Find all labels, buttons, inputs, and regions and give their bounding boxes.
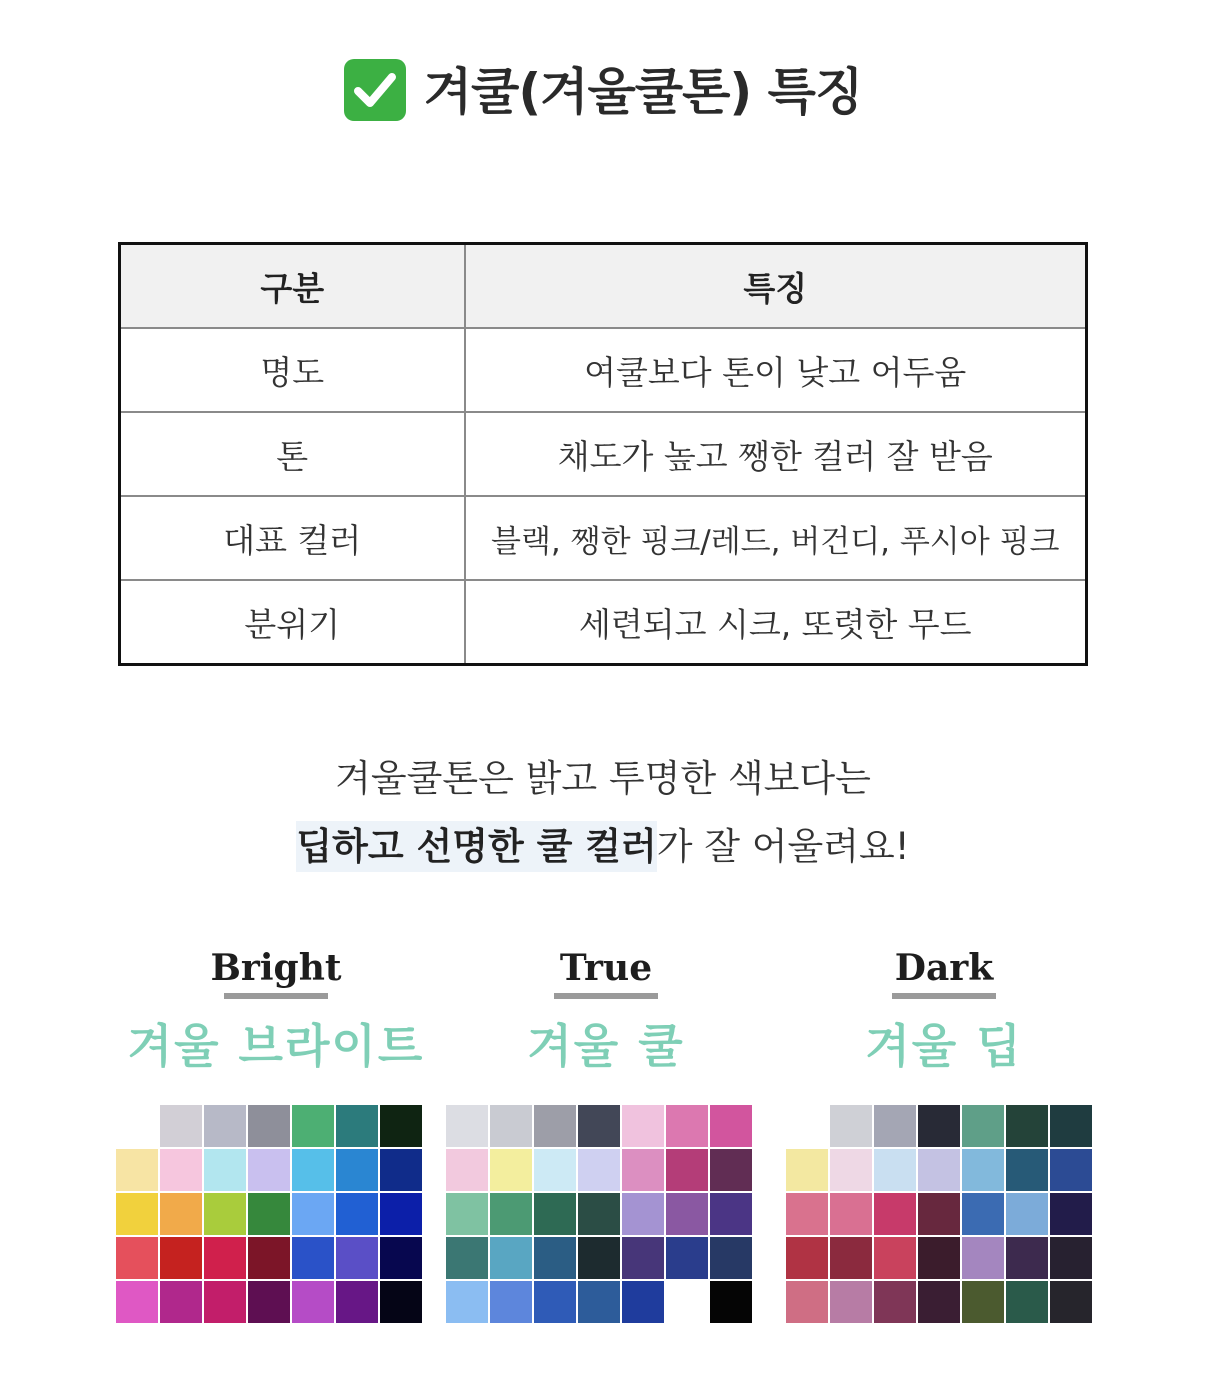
color-swatch: [248, 1149, 290, 1191]
color-swatch: [666, 1105, 708, 1147]
row-feature: 여쿨보다 톤이 낮고 어두움: [465, 328, 1087, 412]
title-text: 겨쿨(겨울쿨톤) 특징: [423, 63, 863, 121]
row-category: 톤: [120, 412, 465, 496]
color-swatch: [622, 1281, 664, 1323]
color-swatch: [786, 1149, 828, 1191]
color-swatch: [446, 1105, 488, 1147]
color-swatch: [204, 1105, 246, 1147]
color-swatch: [116, 1149, 158, 1191]
color-swatch: [1050, 1193, 1092, 1235]
color-swatch: [962, 1105, 1004, 1147]
color-swatch: [204, 1193, 246, 1235]
color-swatch: [490, 1281, 532, 1323]
color-swatch: [666, 1193, 708, 1235]
description-line-2-rest: 가 잘 어울려요!: [656, 825, 910, 868]
palette-true: [446, 945, 766, 1075]
color-swatch: [292, 1149, 334, 1191]
table-header-row: [120, 244, 1087, 329]
color-swatch: [160, 1149, 202, 1191]
color-swatch: [446, 1281, 488, 1323]
color-swatch: [1050, 1281, 1092, 1323]
color-swatch: [622, 1149, 664, 1191]
row-category: 명도: [120, 328, 465, 412]
color-swatch: [534, 1105, 576, 1147]
color-swatch: [578, 1105, 620, 1147]
table-row: [120, 328, 1087, 412]
color-swatch: [666, 1149, 708, 1191]
color-swatch: [1006, 1237, 1048, 1279]
table-row: [120, 496, 1087, 580]
color-swatch: [830, 1281, 872, 1323]
palette-dark: [784, 945, 1104, 1075]
color-swatch: [116, 1281, 158, 1323]
color-swatch: [786, 1281, 828, 1323]
title-underline: [224, 993, 328, 999]
color-swatch: [336, 1237, 378, 1279]
row-feature: 블랙, 쨍한 핑크/레드, 버건디, 푸시아 핑크: [465, 496, 1087, 580]
color-swatch: [830, 1105, 872, 1147]
row-category: 대표 컬러: [120, 496, 465, 580]
color-swatch: [116, 1105, 158, 1147]
color-swatch: [1050, 1237, 1092, 1279]
color-swatch: [336, 1105, 378, 1147]
palette-bright: [116, 945, 436, 1075]
color-swatch: [1006, 1149, 1048, 1191]
swatch-grid: [116, 1105, 422, 1323]
color-swatch: [578, 1149, 620, 1191]
table-row: [120, 580, 1087, 665]
row-feature: 세련되고 시크, 또렷한 무드: [465, 580, 1087, 665]
color-swatch: [292, 1281, 334, 1323]
color-swatch: [534, 1193, 576, 1235]
title-underline: [892, 993, 996, 999]
color-swatch: [204, 1237, 246, 1279]
header-category: 구분: [120, 244, 465, 329]
palette-english-title: Bright: [210, 947, 342, 989]
row-feature: 채도가 높고 쨍한 컬러 잘 받음: [465, 412, 1087, 496]
palette-korean-title: 겨울 브라이트: [127, 1019, 425, 1073]
color-swatch: [248, 1281, 290, 1323]
color-swatch: [1050, 1149, 1092, 1191]
color-swatch: [160, 1281, 202, 1323]
color-swatch: [666, 1237, 708, 1279]
table-row: [120, 412, 1087, 496]
color-swatch: [786, 1105, 828, 1147]
color-swatch: [1006, 1193, 1048, 1235]
color-swatch: [1050, 1105, 1092, 1147]
color-swatch: [666, 1281, 708, 1323]
color-swatch: [446, 1149, 488, 1191]
color-swatch: [292, 1105, 334, 1147]
color-swatch: [962, 1193, 1004, 1235]
color-swatch: [534, 1237, 576, 1279]
color-swatch: [490, 1193, 532, 1235]
palette-korean-title: 겨울 딥: [865, 1019, 1023, 1073]
color-swatch: [446, 1237, 488, 1279]
row-category: 분위기: [120, 580, 465, 665]
color-swatch: [248, 1193, 290, 1235]
color-swatch: [874, 1193, 916, 1235]
color-swatch: [380, 1237, 422, 1279]
color-swatch: [336, 1281, 378, 1323]
color-swatch: [490, 1105, 532, 1147]
color-swatch: [490, 1237, 532, 1279]
color-swatch: [116, 1193, 158, 1235]
description-line-2: [0, 816, 1206, 870]
color-swatch: [918, 1281, 960, 1323]
color-swatch: [336, 1193, 378, 1235]
swatch-grid: [446, 1105, 752, 1323]
color-swatch: [490, 1149, 532, 1191]
color-swatch: [710, 1105, 752, 1147]
color-swatch: [710, 1149, 752, 1191]
color-swatch: [446, 1193, 488, 1235]
color-swatch: [874, 1237, 916, 1279]
color-swatch: [710, 1237, 752, 1279]
color-swatch: [578, 1281, 620, 1323]
color-swatch: [786, 1193, 828, 1235]
title-underline: [554, 993, 658, 999]
color-swatch: [380, 1149, 422, 1191]
color-swatch: [962, 1281, 1004, 1323]
color-swatch: [578, 1237, 620, 1279]
color-swatch: [622, 1237, 664, 1279]
color-swatch: [204, 1149, 246, 1191]
page-title: [0, 52, 1206, 124]
color-swatch: [622, 1105, 664, 1147]
color-swatch: [534, 1149, 576, 1191]
feature-table: [118, 242, 1088, 666]
color-swatch: [292, 1193, 334, 1235]
color-swatch: [830, 1149, 872, 1191]
palette-korean-title: 겨울 쿨: [527, 1019, 685, 1073]
color-swatch: [874, 1149, 916, 1191]
color-swatch: [874, 1281, 916, 1323]
color-swatch: [248, 1237, 290, 1279]
color-swatch: [786, 1237, 828, 1279]
color-swatch: [918, 1193, 960, 1235]
color-swatch: [1006, 1105, 1048, 1147]
color-swatch: [160, 1237, 202, 1279]
color-swatch: [874, 1105, 916, 1147]
color-swatch: [160, 1105, 202, 1147]
description-line-1: 겨울쿨톤은 밝고 투명한 색보다는: [335, 757, 871, 800]
color-swatch: [248, 1105, 290, 1147]
check-mark-icon: [344, 59, 406, 121]
palette-english-title: Dark: [894, 947, 994, 989]
color-swatch: [710, 1281, 752, 1323]
highlighted-phrase: 딥하고 선명한 쿨 컬러: [296, 821, 656, 872]
swatch-grid: [786, 1105, 1092, 1323]
color-swatch: [918, 1149, 960, 1191]
palette-english-title: True: [559, 947, 653, 989]
color-swatch: [962, 1149, 1004, 1191]
color-swatch: [204, 1281, 246, 1323]
color-swatch: [160, 1193, 202, 1235]
color-swatch: [918, 1105, 960, 1147]
color-swatch: [292, 1237, 334, 1279]
color-swatch: [918, 1237, 960, 1279]
color-swatch: [1006, 1281, 1048, 1323]
color-swatch: [380, 1281, 422, 1323]
color-swatch: [578, 1193, 620, 1235]
header-feature: 특징: [465, 244, 1087, 329]
color-swatch: [830, 1237, 872, 1279]
color-swatch: [380, 1193, 422, 1235]
color-swatch: [116, 1237, 158, 1279]
color-swatch: [534, 1281, 576, 1323]
color-swatch: [336, 1149, 378, 1191]
color-swatch: [830, 1193, 872, 1235]
color-swatch: [380, 1105, 422, 1147]
color-swatch: [622, 1193, 664, 1235]
color-swatch: [962, 1237, 1004, 1279]
color-swatch: [710, 1193, 752, 1235]
